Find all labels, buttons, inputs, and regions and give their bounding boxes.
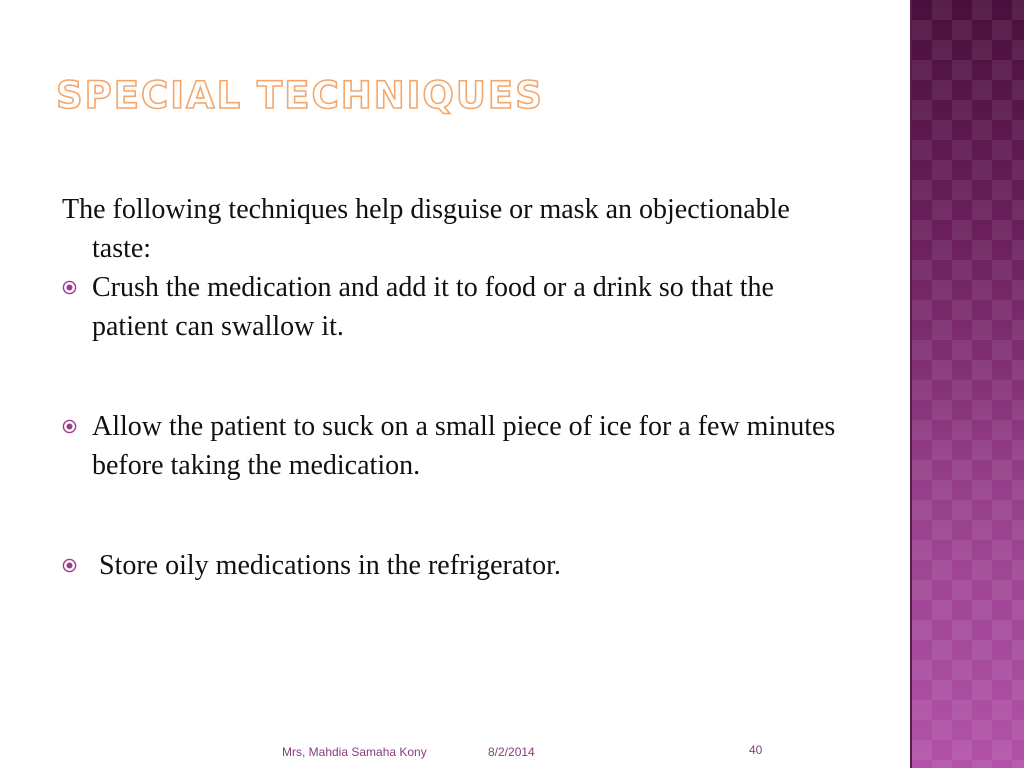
circled-dot-icon <box>62 280 77 295</box>
circled-dot-icon <box>62 558 77 573</box>
footer-date: 8/2/2014 <box>488 745 535 759</box>
slide-title: SPECIAL TECHNIQUES <box>56 74 544 117</box>
bullet-text: Allow the patient to suck on a small piece of ice for a few minutes before taking the medication. <box>92 411 836 481</box>
slide-body <box>62 190 842 585</box>
decorative-side-panel <box>912 0 1024 768</box>
circled-dot-icon <box>62 419 77 434</box>
bullet-item <box>62 268 842 346</box>
bullet-item <box>62 407 842 485</box>
page-number: 40 <box>749 743 763 757</box>
intro-text: The following techniques help disguise or mask an objectionable taste: <box>62 194 790 264</box>
bullet-text: Store oily medications in the refrigerator. <box>92 550 561 581</box>
bullet-text: Crush the medication and add it to food or a drink so that the patient can swallow it. <box>92 272 774 342</box>
bullet-item <box>62 546 842 585</box>
footer-author: Mrs, Mahdia Samaha Kony <box>282 745 427 759</box>
